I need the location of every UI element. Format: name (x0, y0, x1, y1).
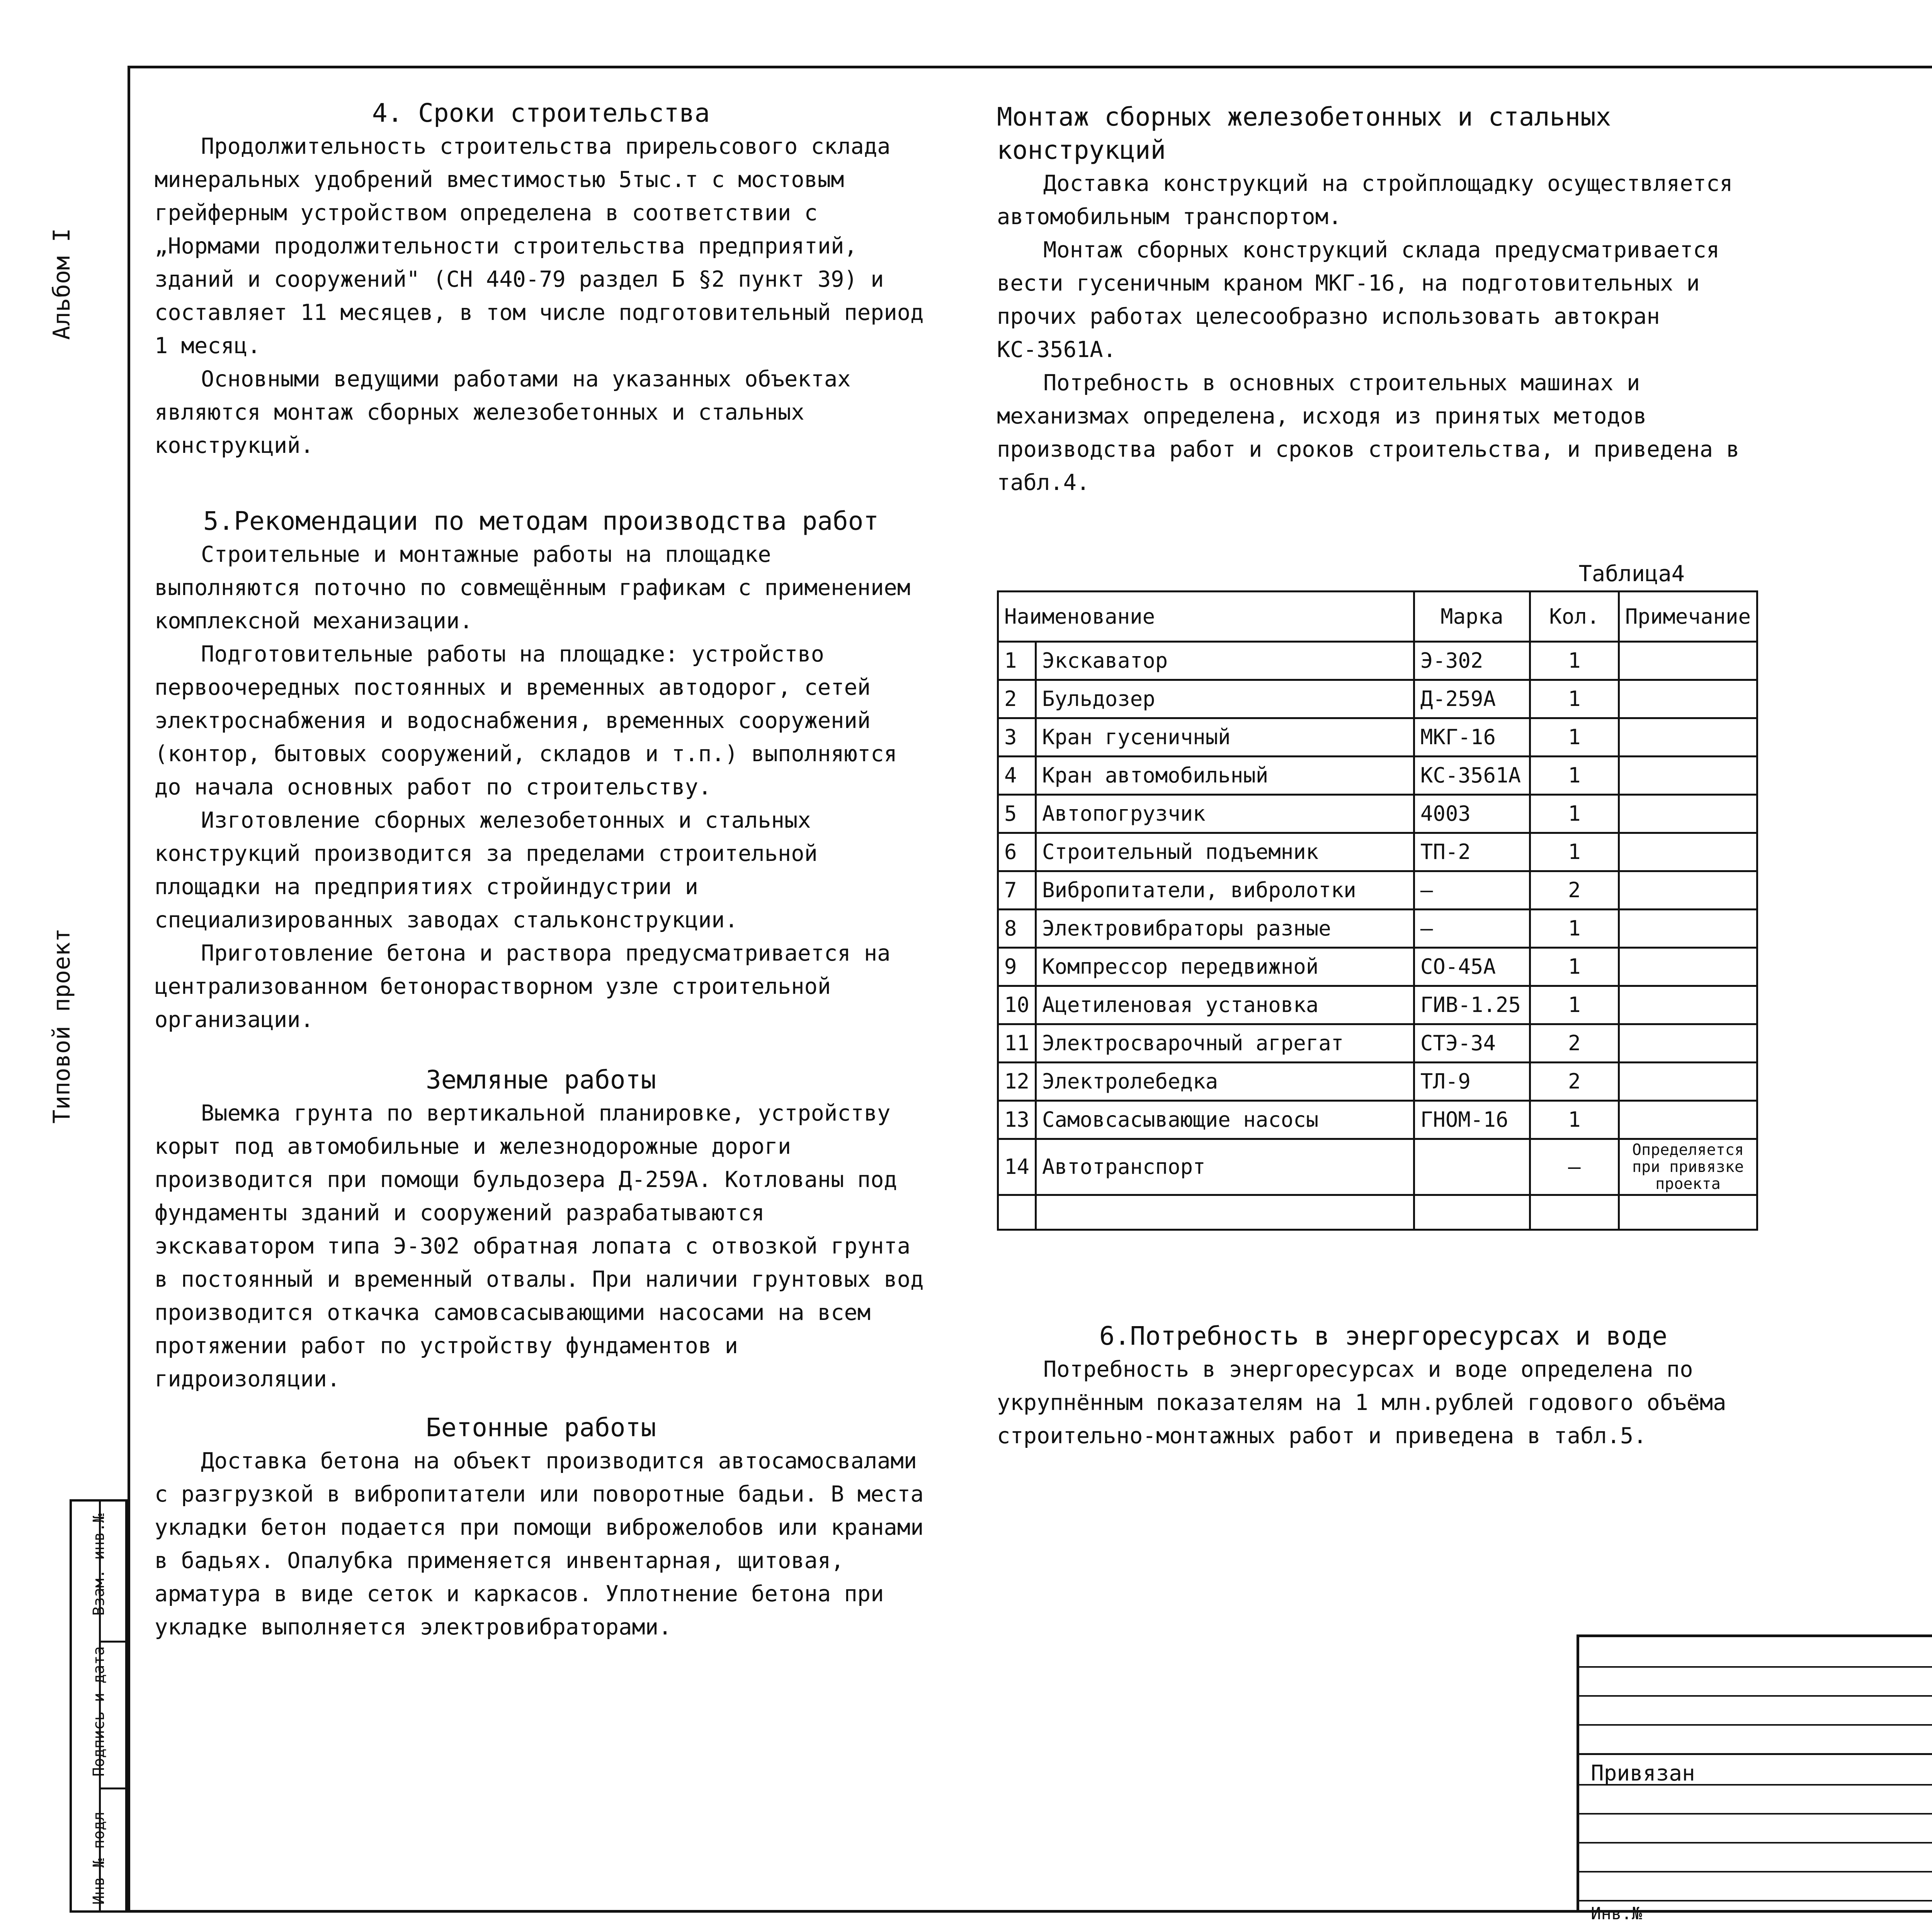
table-4-cell-qty: 2 (1530, 871, 1619, 910)
table-4-cell-name: Кран автомобильный (1036, 757, 1414, 795)
table-4-cell-note (1619, 718, 1757, 757)
table-4-cell-note (1619, 1063, 1757, 1101)
table-4-cell-qty: 1 (1530, 910, 1619, 948)
table-4-cell-brand: СТЭ-34 (1414, 1024, 1530, 1063)
table-4-cell-name: Вибропитатели, вибролотки (1036, 871, 1414, 910)
table-4-header-note: Примечание (1619, 592, 1757, 642)
table-4-cell-qty: 1 (1530, 642, 1619, 680)
table-4-cell-note (1619, 948, 1757, 986)
table-4-header-brand: Марка (1414, 592, 1530, 642)
table-4-row (998, 795, 1757, 833)
mounting-p3: Потребность в основных строительных машинах и механизмах определена, исходя из принятых методов производства работ и сроков строительства, и приведена в табл.4. (997, 370, 1740, 495)
table-4-cell-name: Кран гусеничный (1036, 718, 1414, 757)
concrete-text: Доставка бетона на объект производится автосамосвалами с разгрузкой в вибропитатели или поворотные бадьи. В места укладки бетон подается при помощи виброжелобов или кранами в бадьях. Опалубка применяется инвентарная, щитовая, арматура в виде сеток и каркасов. Уплотнение бетона при укладке выполняется электровибраторами. (155, 1448, 924, 1640)
earthworks-title: Земляные работы (425, 1065, 656, 1095)
table-4-header-qty: Кол. (1530, 592, 1619, 642)
table-4-cell-num: 9 (998, 948, 1036, 986)
table-4-cell-num: 4 (998, 757, 1036, 795)
table-4-cell-brand: Э-302 (1414, 642, 1530, 680)
table-4-cell-brand: ГНОМ-16 (1414, 1101, 1530, 1139)
section-5-p1: Строительные и монтажные работы на площадке выполняются поточно по совмещённым графикам с применением комплексной механизации. (155, 542, 911, 634)
column-1 (155, 97, 927, 1644)
table-4-cell-note (1619, 642, 1757, 680)
section-5-p4: Приготовление бетона и раствора предусматривается на централизованном бетонорастворном узле строительной организации. (155, 940, 891, 1032)
table-4-cell-note (1619, 757, 1757, 795)
table-4-cell-num: 7 (998, 871, 1036, 910)
album-label: Альбом I (48, 228, 75, 340)
mounting-p2: Монтаж сборных конструкций склада предусматривается вести гусеничным краном МКГ-16, на подготовительных и прочих работах целесообразно использовать автокран КС-3561А. (997, 237, 1720, 362)
table-4-cell-brand: — (1414, 910, 1530, 948)
table-4-row (998, 757, 1757, 795)
section-4-p1: Продолжительность строительства прирельсового склада минеральных удобрений вместимостью 5тыс.т с мостовым грейферным устройством определена в соответствии с „Нормами продолжительности строительства предприятий, зданий и сооружений" (СН 440-79 раздел Б §2 пункт 39) и составляет 11 месяцев, в том числе подготовительный период 1 месяц. (155, 134, 924, 359)
project-type-label: Типовой проект (48, 928, 75, 1124)
table-4-cell-brand: ГИВ-1.25 (1414, 986, 1530, 1024)
earthworks-text: Выемка грунта по вертикальной планировке, устройству корыт под автомобильные и железнодорожные дороги производится при помощи бульдозера Д-259А. Котлованы под фундаменты зданий и сооружений разрабатываются экскаватором типа Э-302 обратная лопата с отвозкой грунта в постоянный и временный отвалы. При наличии грунтовых вод производится откачка самовсасывающими насосами на всем протяжении работ по устройству фундаментов и гидроизоляции. (155, 1100, 924, 1392)
table-4-cell-qty: 1 (1530, 833, 1619, 871)
table-4-cell-qty: 1 (1530, 795, 1619, 833)
table-4-cell-brand (1414, 1139, 1530, 1195)
table-4-cell-brand: 4003 (1414, 795, 1530, 833)
table-4-cell-name: Самовсасывающие насосы (1036, 1101, 1414, 1139)
table-4-cell-num: 2 (998, 680, 1036, 718)
table-4-cell-note (1619, 871, 1757, 910)
table-4-cell-name: Электровибраторы разные (1036, 910, 1414, 948)
table-4-cell-note (1619, 795, 1757, 833)
table-4-cell-num: 5 (998, 795, 1036, 833)
table-4-row (998, 833, 1757, 871)
table-4-row (998, 1139, 1757, 1195)
table-4-cell-qty: 1 (1530, 718, 1619, 757)
table-4-cell-qty: 1 (1530, 948, 1619, 986)
mounting-p1: Доставка конструкций на стройплощадку осуществляется автомобильным транспортом. (997, 171, 1733, 230)
table-4-cell-qty: 1 (1530, 757, 1619, 795)
table-4-header-name: Наименование (998, 592, 1414, 642)
table-4-cell-note (1619, 986, 1757, 1024)
mounting-title: Монтаж сборных железобетонных и стальных конструкций (997, 102, 1611, 165)
table-4-row (998, 910, 1757, 948)
table-4-row (998, 986, 1757, 1024)
table-4-cell-name: Экскаватор (1036, 642, 1414, 680)
table-4-cell-brand: КС-3561А (1414, 757, 1530, 795)
table-4-cell-num: 3 (998, 718, 1036, 757)
inv-label: Инв.№ (1591, 1904, 1642, 1923)
table-4-empty-row (998, 1195, 1757, 1230)
table-4 (997, 590, 1758, 1231)
table-4-cell-num: 8 (998, 910, 1036, 948)
table-4-cell-name: Автотранспорт (1036, 1139, 1414, 1195)
title-block (1577, 1634, 1932, 1923)
table-4-cell-name: Электролебедка (1036, 1063, 1414, 1101)
table-4-cell-name: Бульдозер (1036, 680, 1414, 718)
section-5-p2: Подготовительные работы на площадке: устройство первоочередных постоянных и временных автодорог, сетей электроснабжения и водоснабжения, временных сооружений (контор, бытовых сооружений, складов и т.п.) выполняются до начала основных работ по строительству. (155, 641, 897, 800)
table-4-cell-num: 1 (998, 642, 1036, 680)
table-4-cell-brand: ТЛ-9 (1414, 1063, 1530, 1101)
table-4-row (998, 680, 1757, 718)
table-4-caption: Таблица4 (1578, 561, 1685, 587)
table-4-row (998, 948, 1757, 986)
table-4-cell-note (1619, 910, 1757, 948)
section-6-text: Потребность в энергоресурсах и воде определена по укрупнённым показателям на 1 млн.рублей годового объёма строительно-монтажных работ и приведена в табл.5. (997, 1357, 1726, 1449)
table-4-cell-qty: 2 (1530, 1063, 1619, 1101)
table-4-cell-note (1619, 1101, 1757, 1139)
table-4-cell-num: 10 (998, 986, 1036, 1024)
table-4-row (998, 642, 1757, 680)
column-2 (997, 100, 1770, 1452)
table-4-cell-num: 13 (998, 1101, 1036, 1139)
table-4-cell-brand: ТП-2 (1414, 833, 1530, 871)
concrete-title: Бетонные работы (425, 1413, 656, 1442)
table-4-cell-name: Компрессор передвижной (1036, 948, 1414, 986)
section-5-p3: Изготовление сборных железобетонных и стальных конструкций производится за пределами строительной площадки на предприятиях стройиндустрии и специализированных заводах стальконструкции. (155, 808, 818, 933)
table-4-cell-note (1619, 1024, 1757, 1063)
table-4-row (998, 1101, 1757, 1139)
table-4-cell-num: 11 (998, 1024, 1036, 1063)
table-4-cell-qty: — (1530, 1139, 1619, 1195)
side-stamp-sign: Подпись и дата (90, 1646, 108, 1777)
table-4-header (998, 592, 1757, 642)
table-4-cell-name: Автопогрузчик (1036, 795, 1414, 833)
side-stamp-replace: Взам. инв.№ (90, 1513, 108, 1616)
table-4-cell-brand: — (1414, 871, 1530, 910)
table-4-row (998, 718, 1757, 757)
table-4-cell-qty: 1 (1530, 986, 1619, 1024)
table-4-cell-note (1619, 833, 1757, 871)
section-5-title: 5.Рекомендации по методам производства работ (203, 506, 879, 536)
tied-label: Привязан (1591, 1761, 1695, 1786)
side-stamp (70, 1499, 128, 1913)
table-4-cell-note (1619, 680, 1757, 718)
table-4-cell-qty: 1 (1530, 680, 1619, 718)
table-4-cell-qty: 1 (1530, 1101, 1619, 1139)
table-4-row (998, 1063, 1757, 1101)
table-4-cell-qty: 2 (1530, 1024, 1619, 1063)
table-4-cell-brand: МКГ-16 (1414, 718, 1530, 757)
table-4-cell-num: 14 (998, 1139, 1036, 1195)
table-4-cell-name: Электросварочный агрегат (1036, 1024, 1414, 1063)
table-4-row (998, 1024, 1757, 1063)
side-stamp-inv: Инв № подл (90, 1811, 108, 1905)
table-4-cell-name: Строительный подъемник (1036, 833, 1414, 871)
section-6-title: 6.Потребность в энергоресурсах и воде (1099, 1321, 1668, 1351)
table-4-cell-brand: СО-45А (1414, 948, 1530, 986)
table-4-row (998, 871, 1757, 910)
table-4-cell-num: 6 (998, 833, 1036, 871)
table-4-cell-num: 12 (998, 1063, 1036, 1101)
table-4-cell-brand: Д-259А (1414, 680, 1530, 718)
table-4-cell-note: Определяется при привязке проекта (1619, 1139, 1757, 1195)
section-4-title: 4. Сроки строительства (372, 98, 710, 128)
table-4-cell-name: Ацетиленовая установка (1036, 986, 1414, 1024)
section-4-p2: Основными ведущими работами на указанных объектах являются монтаж сборных железобетонных и стальных конструкций. (155, 366, 851, 458)
